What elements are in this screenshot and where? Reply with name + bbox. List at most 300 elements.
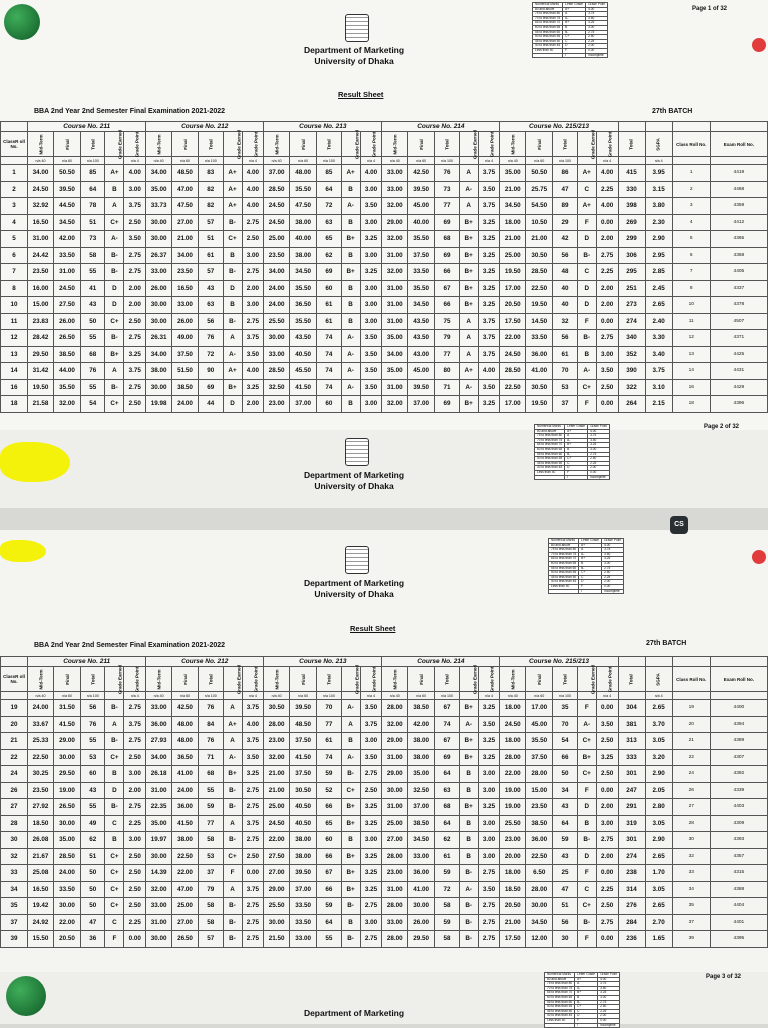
table-cell: 0.00: [242, 865, 264, 882]
grade-key-header-cell: Grade Point: [588, 425, 610, 430]
table-cell: 274: [618, 313, 645, 330]
column-header-label: Grade Point: [370, 666, 376, 692]
grade-key-cell: Incomplete: [586, 53, 608, 58]
table-cell: 28.50: [264, 363, 290, 380]
table-cell: 3.00: [360, 396, 382, 413]
table-cell: 69: [435, 247, 459, 264]
table-cell: B+: [341, 865, 360, 882]
table-cell: 0.00: [596, 313, 618, 330]
table-row: [1, 346, 768, 363]
table-cell: 3.75: [478, 198, 500, 215]
table-cell: 64: [317, 181, 341, 198]
table-cell: 35.00: [382, 363, 408, 380]
table-cell: 39.50: [53, 181, 80, 198]
table-cell: 33.00: [382, 914, 408, 931]
table-cell: 4365: [710, 231, 767, 248]
table-cell: 4425: [710, 346, 767, 363]
table-cell: B-: [105, 799, 124, 816]
table-cell: 77: [317, 716, 341, 733]
table-cell: 37: [672, 914, 710, 931]
table-cell: 40: [553, 297, 577, 314]
table-cell: 1.65: [645, 931, 672, 948]
column-header: [124, 667, 146, 692]
table-cell: 76: [435, 165, 459, 182]
grade-key-header-cell: Letter Grade: [563, 3, 586, 8]
table-cell: B-: [105, 733, 124, 750]
column-header: [526, 667, 553, 692]
table-cell: B+: [105, 346, 124, 363]
table-cell: C+: [105, 214, 124, 231]
table-row: [1, 914, 768, 931]
column-header-label: Grade Earned: [117, 129, 123, 159]
grade-key-cell: 3.00: [598, 995, 620, 1000]
table-cell: 30: [1, 832, 28, 849]
sub-header-cell: n/a 100: [317, 157, 341, 165]
table-cell: 38.50: [526, 815, 553, 832]
grade-key-cell: 70 to less than 75: [545, 986, 575, 991]
table-cell: 28.00: [526, 766, 553, 783]
table-cell: 14.50: [526, 313, 553, 330]
table-cell: A-: [341, 330, 360, 347]
table-cell: 42.00: [53, 231, 80, 248]
table-cell: B+: [341, 848, 360, 865]
column-header: [500, 132, 526, 157]
table-cell: 236: [618, 931, 645, 948]
table-cell: 0.00: [124, 931, 146, 948]
table-cell: B: [105, 181, 124, 198]
table-cell: 54: [553, 733, 577, 750]
corner-cell: [1, 657, 28, 667]
table-cell: 19.50: [28, 379, 54, 396]
table-cell: B-: [577, 330, 596, 347]
table-cell: 0.00: [596, 865, 618, 882]
table-cell: 25.33: [28, 733, 54, 750]
grade-key-cell: F: [579, 584, 602, 589]
table-cell: 32.00: [146, 881, 172, 898]
table-cell: 0.00: [596, 214, 618, 231]
table-cell: 66: [317, 799, 341, 816]
table-cell: 38.50: [408, 815, 435, 832]
university-logo: [345, 14, 369, 42]
table-cell: 55: [81, 799, 105, 816]
table-cell: A+: [341, 165, 360, 182]
table-cell: 23.50: [28, 264, 54, 281]
table-row: [1, 379, 768, 396]
table-cell: 40: [553, 280, 577, 297]
table-cell: 61: [199, 247, 223, 264]
table-cell: 2.80: [645, 799, 672, 816]
table-cell: 2.70: [645, 914, 672, 931]
table-cell: 74: [317, 346, 341, 363]
table-cell: 22.00: [171, 865, 198, 882]
course-title: Course No. 214: [382, 657, 500, 667]
table-cell: 2.65: [645, 848, 672, 865]
grade-key-cell: B+: [579, 557, 602, 562]
table-cell: 0.00: [596, 931, 618, 948]
table-cell: 24.92: [28, 914, 54, 931]
table-cell: 34.00: [146, 346, 172, 363]
table-cell: 3.05: [645, 815, 672, 832]
result-sheet-title: Result Sheet: [350, 624, 396, 633]
grade-key-cell: 0.00: [588, 470, 610, 475]
table-cell: 40.00: [408, 214, 435, 231]
table-cell: 28.00: [526, 881, 553, 898]
grade-key-cell: A-: [579, 552, 602, 557]
table-cell: 25.00: [264, 799, 290, 816]
table-cell: 50: [81, 313, 105, 330]
table-cell: 37.50: [526, 749, 553, 766]
red-pushpin: [752, 550, 766, 564]
table-cell: C+: [223, 231, 242, 248]
table-cell: 11: [672, 313, 710, 330]
table-cell: 26: [1, 782, 28, 799]
table-cell: 36.00: [171, 799, 198, 816]
table-cell: B+: [459, 396, 478, 413]
table-cell: 21.50: [264, 931, 290, 948]
table-cell: 65: [317, 815, 341, 832]
column-header-label: Mid-Term: [156, 669, 162, 689]
table-row: [1, 898, 768, 915]
table-cell: 3.00: [124, 832, 146, 849]
table-cell: 12: [1, 330, 28, 347]
table-cell: 37.50: [171, 346, 198, 363]
column-header: [478, 667, 500, 692]
table-cell: 4507: [710, 313, 767, 330]
column-header-label: Mid-Term: [38, 669, 44, 689]
table-cell: 23.00: [264, 733, 290, 750]
table-row: [1, 716, 768, 733]
table-cell: 23.50: [171, 264, 198, 281]
table-cell: 8: [1, 280, 28, 297]
batch-label: 27th BATCH: [646, 640, 687, 647]
table-cell: 25.50: [264, 898, 290, 915]
table-cell: 3.25: [478, 214, 500, 231]
column-header: [264, 132, 290, 157]
grade-key-cell: A: [579, 548, 602, 553]
table-cell: 21.00: [264, 766, 290, 783]
table-cell: B: [459, 766, 478, 783]
table-cell: D: [577, 799, 596, 816]
table-cell: 31.00: [28, 231, 54, 248]
table-cell: 26.50: [53, 330, 80, 347]
table-cell: C+: [105, 749, 124, 766]
table-cell: 24.00: [28, 700, 54, 717]
table-cell: 2.50: [596, 766, 618, 783]
table-cell: 3.75: [124, 716, 146, 733]
table-cell: F: [105, 931, 124, 948]
table-cell: 31.00: [382, 247, 408, 264]
table-cell: B+: [459, 799, 478, 816]
column-header: [459, 129, 478, 159]
column-header-row: [1, 132, 768, 157]
table-cell: 20.50: [500, 898, 526, 915]
table-cell: 31.00: [53, 264, 80, 281]
column-header-label: Total: [90, 673, 96, 685]
table-cell: 2: [1, 181, 28, 198]
table-cell: F: [223, 865, 242, 882]
table-cell: 29.00: [264, 881, 290, 898]
table-cell: 2.75: [478, 865, 500, 882]
table-cell: 2.75: [596, 914, 618, 931]
grade-key-header-cell: Numerical Marks: [535, 425, 565, 430]
table-cell: 63: [199, 297, 223, 314]
table-cell: 34.50: [500, 198, 526, 215]
table-cell: 3.20: [645, 749, 672, 766]
table-cell: 17.00: [500, 280, 526, 297]
table-cell: B+: [459, 214, 478, 231]
table-cell: 301: [618, 832, 645, 849]
table-cell: 3.50: [124, 231, 146, 248]
table-cell: 3.50: [360, 346, 382, 363]
table-cell: 6.50: [526, 865, 553, 882]
table-cell: 276: [618, 898, 645, 915]
grade-key-cell: 2.50: [588, 457, 610, 462]
green-pushpin: [6, 976, 46, 1016]
grade-key-cell: B+: [563, 21, 586, 26]
table-cell: B: [341, 247, 360, 264]
table-cell: 273: [618, 297, 645, 314]
sub-header-cell: n/a 40: [264, 157, 290, 165]
table-cell: 33.50: [526, 330, 553, 347]
table-cell: 64: [317, 914, 341, 931]
course-title: Course No. 213: [264, 122, 382, 132]
grade-key-cell: C: [565, 461, 588, 466]
table-cell: 31.00: [382, 749, 408, 766]
table-cell: 22.00: [500, 330, 526, 347]
table-cell: 3.25: [478, 280, 500, 297]
table-cell: 2.75: [124, 733, 146, 750]
table-cell: A-: [459, 881, 478, 898]
table-cell: 33.00: [146, 700, 172, 717]
table-cell: 21.67: [28, 848, 54, 865]
table-cell: 47: [553, 881, 577, 898]
table-cell: C+: [105, 313, 124, 330]
table-cell: 36.00: [146, 716, 172, 733]
table-cell: A: [459, 165, 478, 182]
table-cell: 3.25: [478, 799, 500, 816]
table-cell: 20: [1, 716, 28, 733]
table-cell: 68: [81, 346, 105, 363]
blank-header-cell: [618, 657, 645, 667]
table-cell: D: [577, 848, 596, 865]
grade-key-cell: D: [563, 44, 586, 49]
table-cell: A+: [577, 198, 596, 215]
table-cell: 3.10: [645, 379, 672, 396]
table-cell: A: [105, 363, 124, 380]
table-cell: 79: [435, 330, 459, 347]
table-cell: 4403: [710, 799, 767, 816]
grade-key-cell: 2.75: [602, 566, 624, 571]
column-header-label: Final: [536, 673, 542, 685]
table-cell: 49.00: [171, 330, 198, 347]
table-cell: 19.97: [146, 832, 172, 849]
table-cell: 3.75: [645, 363, 672, 380]
table-cell: 19.50: [526, 297, 553, 314]
grade-key-cell: F: [565, 470, 588, 475]
table-cell: 28.50: [526, 264, 553, 281]
table-cell: 69: [435, 749, 459, 766]
grade-key-cell: Less than 40: [549, 584, 579, 589]
table-cell: 381: [618, 716, 645, 733]
column-header: [28, 132, 54, 157]
table-cell: 34.50: [408, 297, 435, 314]
table-cell: 58: [81, 247, 105, 264]
grade-key-cell: 75 to less than 80: [549, 548, 579, 553]
table-cell: 2.75: [242, 832, 264, 849]
table-cell: 3.25: [360, 231, 382, 248]
grade-key-cell: 0.00: [602, 584, 624, 589]
column-header-label: Total: [629, 673, 635, 685]
table-cell: 34.50: [53, 214, 80, 231]
table-cell: 84: [199, 716, 223, 733]
table-cell: B+: [459, 280, 478, 297]
department-name: Department of Marketing: [303, 470, 405, 480]
grade-key-cell: Less than 40: [533, 48, 563, 53]
table-cell: 3.75: [242, 330, 264, 347]
table-cell: 47.50: [171, 198, 198, 215]
table-cell: 20.50: [500, 297, 526, 314]
table-cell: 64: [81, 181, 105, 198]
column-header-label: Grade Point: [370, 131, 376, 157]
table-cell: 32.00: [53, 396, 80, 413]
table-cell: 3.00: [360, 297, 382, 314]
table-cell: 70: [553, 716, 577, 733]
table-cell: 4395: [710, 931, 767, 948]
table-cell: 35: [672, 898, 710, 915]
table-cell: 28.00: [382, 898, 408, 915]
table-cell: 78: [81, 198, 105, 215]
table-cell: 2.75: [242, 313, 264, 330]
table-cell: B-: [223, 782, 242, 799]
grade-key-cell: A: [575, 982, 598, 987]
grade-key-cell: 40 to less than 45: [533, 44, 563, 49]
table-cell: 35.50: [290, 280, 317, 297]
table-cell: 30.50: [264, 700, 290, 717]
table-cell: 3.00: [478, 782, 500, 799]
table-cell: 4.00: [596, 165, 618, 182]
grade-key-header-cell: Grade Point: [586, 3, 608, 8]
grade-key-cell: C+: [565, 457, 588, 462]
table-cell: 30.00: [146, 848, 172, 865]
department-header: [254, 470, 454, 492]
column-header-label: Final: [182, 138, 188, 150]
table-cell: 322: [618, 379, 645, 396]
table-cell: 3.00: [360, 832, 382, 849]
table-cell: 38.50: [408, 700, 435, 717]
table-cell: 16.50: [28, 214, 54, 231]
table-cell: A: [223, 733, 242, 750]
sub-header-cell: n/a 100: [199, 692, 223, 700]
table-cell: 21.00: [500, 914, 526, 931]
grade-key-cell: 55 to less than 60: [533, 30, 563, 35]
table-cell: B+: [341, 815, 360, 832]
grade-key-table: [544, 972, 620, 1028]
table-cell: F: [577, 782, 596, 799]
sub-header-cell: n/a 60: [526, 692, 553, 700]
grade-key-header-cell: Numerical Marks: [545, 973, 575, 978]
table-cell: 74: [317, 749, 341, 766]
university-name: University of Dhaka: [314, 589, 394, 599]
table-cell: C+: [223, 848, 242, 865]
table-cell: 2.00: [596, 280, 618, 297]
grade-key-cell: 40 to less than 45: [549, 580, 579, 585]
column-header: [199, 667, 223, 692]
table-cell: 14.39: [146, 865, 172, 882]
table-cell: 35.00: [500, 165, 526, 182]
grade-key-header-cell: Letter Grade: [575, 973, 598, 978]
table-cell: 29.50: [28, 346, 54, 363]
table-cell: 24.50: [500, 716, 526, 733]
table-cell: 76: [199, 733, 223, 750]
table-cell: B-: [105, 700, 124, 717]
column-header: [435, 667, 459, 692]
grade-key-cell: A: [565, 434, 588, 439]
column-header: [478, 132, 500, 157]
table-cell: 2.25: [596, 881, 618, 898]
table-cell: 29.50: [408, 931, 435, 948]
sub-header-row: [1, 157, 768, 165]
column-header: [290, 667, 317, 692]
sub-header-cell: n/a 100: [199, 157, 223, 165]
table-cell: A: [459, 346, 478, 363]
table-cell: 3: [1, 198, 28, 215]
grade-key-cell: Less than 40: [545, 1018, 575, 1023]
table-cell: 38.00: [290, 848, 317, 865]
grade-key-cell: 2.75: [588, 452, 610, 457]
table-cell: 2.75: [242, 931, 264, 948]
table-cell: A-: [341, 749, 360, 766]
sub-header-cell: n/a 100: [317, 692, 341, 700]
table-cell: 12.00: [526, 931, 553, 948]
table-cell: 34.50: [290, 264, 317, 281]
table-cell: 21.00: [500, 231, 526, 248]
table-cell: 291: [618, 799, 645, 816]
blank-header-cell: [645, 122, 672, 132]
table-cell: 37.50: [290, 733, 317, 750]
table-cell: 3.00: [242, 297, 264, 314]
table-cell: 2.50: [124, 396, 146, 413]
column-header-label: Grade Point: [488, 131, 494, 157]
table-cell: 3.70: [645, 716, 672, 733]
grade-key-cell: 45 to less than 50: [545, 1009, 575, 1014]
column-header-label: Exam Roll No.: [723, 676, 754, 682]
table-cell: 37.00: [290, 881, 317, 898]
table-row: [1, 700, 768, 717]
column-header-label: Final: [536, 138, 542, 150]
table-cell: 45.50: [290, 363, 317, 380]
table-cell: 77: [435, 198, 459, 215]
sub-header-cell: n/a 40: [146, 692, 172, 700]
table-cell: 6: [672, 247, 710, 264]
table-cell: F: [577, 313, 596, 330]
column-header: [81, 132, 105, 157]
table-cell: 3.75: [478, 330, 500, 347]
table-cell: C+: [105, 848, 124, 865]
table-cell: 43.50: [408, 313, 435, 330]
column-header-label: Total: [629, 138, 635, 150]
table-cell: 2.75: [242, 898, 264, 915]
table-cell: 3.50: [360, 330, 382, 347]
table-cell: 28.42: [28, 330, 54, 347]
table-cell: 80: [435, 363, 459, 380]
column-header-label: Grade Earned: [235, 664, 241, 694]
table-cell: 21.00: [264, 782, 290, 799]
column-header: [577, 129, 596, 159]
grade-key-cell: 55 to less than 60: [549, 566, 579, 571]
table-cell: 16.50: [28, 881, 54, 898]
grade-key-cell: 2.50: [586, 35, 608, 40]
table-cell: 31.00: [382, 313, 408, 330]
